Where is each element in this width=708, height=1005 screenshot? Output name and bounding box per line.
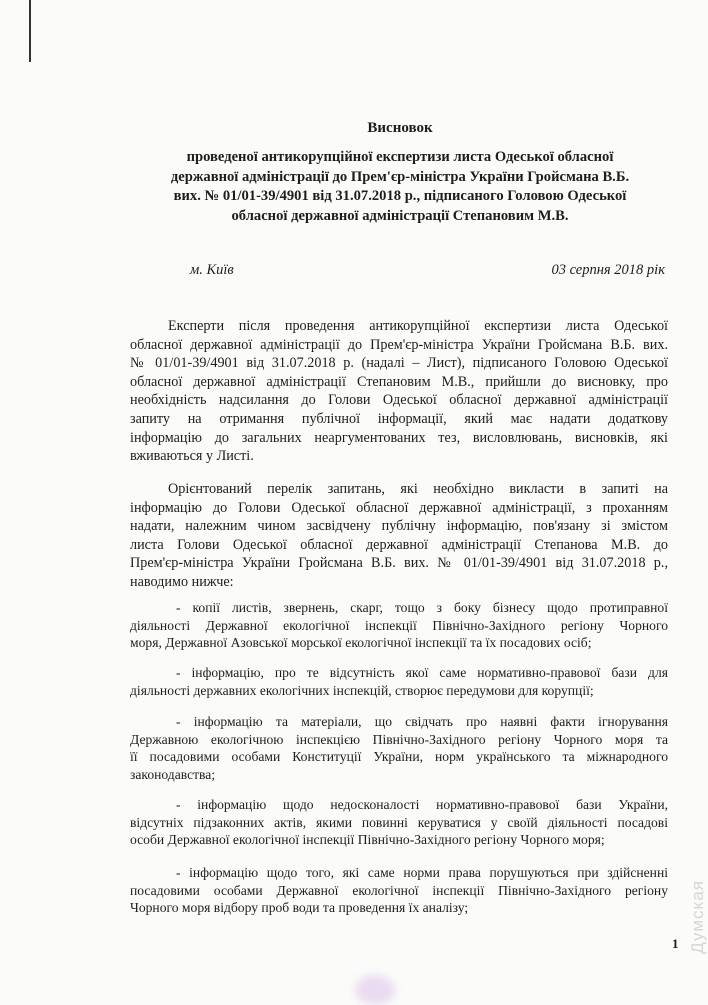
text-line: вживаються у Листі. — [130, 448, 254, 465]
text-line: Орієнтований перелік запитань, які необхідно викласти в запиті на — [168, 481, 668, 497]
text-line: Чорного моря відбору проб води та проведення їх аналізу; — [130, 900, 469, 915]
text-line: Експерти після проведення антикорупційної експертизи листа Одеської — [168, 318, 668, 334]
text-line: інформацію до Голови Одеської обласної державної адміністрації, з проханням — [130, 499, 668, 516]
subtitle-line: обласної державної адміністрації Степановим М.В. — [231, 208, 569, 225]
document-subtitle — [110, 148, 690, 227]
watermark: Думская — [688, 880, 707, 954]
list-item — [130, 864, 668, 917]
text-line: листа Голови Одеської обласної державної адміністрації Степанова М.В. до — [130, 536, 668, 553]
text-line: особи Державної екологічної інспекції Північно-Західного регіону Чорного моря; — [130, 832, 605, 847]
text-line: необхідність надсилання до Голови Одеської обласної державної адміністрації — [130, 392, 668, 409]
subtitle-line: державної адміністрації до Прем'єр-міністра України Гройсмана В.Б. — [170, 168, 630, 185]
text-line: обласної державної адміністрації Степановим М.В., прийшли до висновку, про — [130, 373, 668, 390]
list-item — [130, 713, 668, 783]
text-line: - інформацію щодо того, які саме норми права порушуються при здійсненні — [176, 865, 668, 880]
subtitle-line: вих. № 01/01-39/4901 від 31.07.2018 р., підписаного Головою Одеської — [173, 188, 627, 205]
document-date: 03 серпня 2018 рік — [551, 262, 665, 278]
text-line: моря, Державної Азовської морської екологічної інспекції та їх посадових осіб; — [130, 635, 592, 650]
stamp-stain — [355, 975, 395, 1005]
text-line: - інформацію та матеріали, що свідчать про наявні факти ігнорування — [176, 714, 668, 729]
text-line: запиту на отримання публічної інформації, який має надати додаткову — [130, 410, 668, 427]
text-line: надати, належним чином засвідчену публічну інформацію, пов'язану зі змістом — [130, 518, 668, 535]
list-item — [130, 664, 668, 699]
page-number: 1 — [672, 936, 679, 951]
document-title: Висновок — [367, 120, 433, 136]
paragraph — [130, 317, 668, 466]
text-line: Прем'єр-міністра України Гройсмана В.Б. вих. № 01/01-39/4901 від 31.07.2018 р., — [130, 555, 668, 572]
text-line: діяльності державних екологічних інспекцій, створює передумови для корупції; — [130, 682, 594, 698]
list-item — [130, 599, 668, 652]
scan-artifact-line — [29, 0, 31, 62]
paragraph — [130, 480, 668, 592]
text-line: діяльності Державної екологічної інспекції Північно-Західного регіону Чорного — [130, 617, 668, 633]
text-line: - інформацію щодо недосконалості нормативно-правової бази України, — [176, 797, 668, 812]
subtitle-line: проведеної антикорупційної експертизи листа Одеської обласної — [186, 149, 614, 165]
text-line: її посадовими особами Конституції України, норм українського та міжнародного — [130, 749, 668, 764]
list-item — [130, 796, 668, 849]
text-line: - інформацію, про те відсутність якої саме нормативно-правової бази для — [176, 665, 668, 680]
text-line: наводимо нижче: — [130, 573, 234, 590]
text-line: - копії листів, звернень, скарг, тощо з боку бізнесу щодо протиправної — [176, 600, 668, 615]
text-line: Державною екологічною інспекцією Північно-Західного регіону Чорного моря та — [130, 731, 668, 747]
text-line: законодавства; — [130, 766, 216, 782]
city: м. Київ — [190, 262, 234, 278]
text-line: інформацію до загальних неаргументованих тез, висловлювань, висновків, які — [130, 429, 668, 446]
text-line: обласної державної адміністрації до Прем'єр-міністра України Гройсмана В.Б. вих. — [130, 336, 668, 353]
text-line: посадовими особами Державної екологічної інспекції Північно-Західного регіону — [130, 882, 668, 898]
text-line: відсутніх підзаконних актів, якими повинні керуватися у своїй діяльності посадові — [130, 814, 668, 830]
text-line: № 01/01-39/4901 від 31.07.2018 р. (надалі – Лист), підписаного Головою Одеської — [130, 355, 668, 372]
